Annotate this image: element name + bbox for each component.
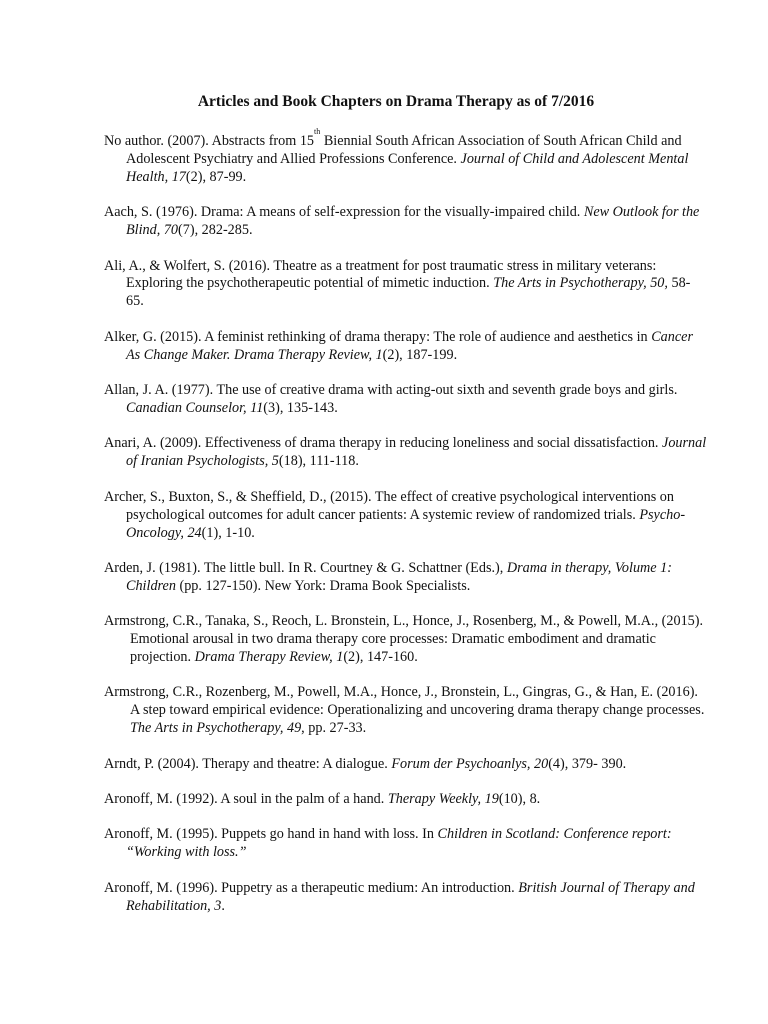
entry-text: Arden, J. (1981). The little bull. In R. Courtney & G. Schattner (Eds.), bbox=[104, 559, 507, 576]
entry-text: Aronoff, M. (1992). A soul in the palm of a hand. bbox=[104, 791, 388, 808]
journal-title: The Arts in Psychotherapy, 49 bbox=[130, 720, 302, 737]
entry-text: Allan, J. A. (1977). The use of creative drama with acting-out sixth and seventh grade boys and girls. bbox=[104, 382, 678, 399]
reference-entry bbox=[104, 684, 708, 738]
reference-entry bbox=[104, 204, 708, 240]
entry-text: Ali, A., & Wolfert, S. (2016). Theatre as a treatment for post traumatic stress in military veterans: Exploring the psychotherapeutic potential of mimetic induction. bbox=[104, 257, 657, 292]
entry-text: (7), 282-285. bbox=[178, 222, 253, 239]
entry-text: Arndt, P. (2004). Therapy and theatre: A dialogue. bbox=[104, 755, 392, 772]
reference-entry bbox=[104, 382, 708, 418]
entry-text: Aronoff, M. (1996). Puppetry as a therapeutic medium: An introduction. bbox=[104, 879, 519, 896]
reference-entry bbox=[104, 489, 708, 543]
journal-title: British Journal of Therapy and Rehabilitation, 3 bbox=[126, 879, 695, 914]
entry-text: . bbox=[221, 897, 225, 914]
entry-text: (3), 135-143. bbox=[263, 399, 338, 416]
entry-text: 58-65. bbox=[126, 275, 691, 310]
entry-text: Biennial South African Association of South African Child and Adolescent Psychiatry and Allied Professions Conference. bbox=[126, 133, 682, 167]
journal-title: Canadian Counselor, 11 bbox=[126, 399, 264, 416]
entry-text: (4), 379- 390. bbox=[548, 755, 627, 772]
entry-text: (2), 87-99. bbox=[185, 168, 247, 185]
journal-title: Psycho-Oncology, 24 bbox=[126, 506, 686, 541]
page-title: Articles and Book Chapters on Drama Therapy as of 7/2016 bbox=[197, 93, 595, 110]
journal-title: New Outlook for the Blind, 70 bbox=[126, 204, 700, 239]
entry-text: Archer, S., Buxton, S., & Sheffield, D., (2015). The effect of creative psychological interventions on psychological outcomes for adult cancer patients: A systemic review of randomized trials. bbox=[104, 488, 674, 523]
entry-text: Armstrong, C.R., Tanaka, S., Reoch, L. Bronstein, L., Honce, J., Rosenberg, M., & Powell, M.A., (2015). Emotional arousal in two drama therapy core processes: Dramatic embodiment and dramatic projection. bbox=[104, 613, 704, 666]
entry-text: (10), 8. bbox=[498, 791, 541, 808]
entry-text: Anari, A. (2009). Effectiveness of drama therapy in reducing loneliness and social dissatisfaction. bbox=[104, 435, 663, 452]
reference-entry bbox=[104, 258, 708, 312]
entry-text: (pp. 127-150). New York: Drama Book Specialists. bbox=[175, 577, 471, 594]
entry-text: Aronoff, M. (1995). Puppets go hand in hand with loss. In bbox=[104, 826, 438, 843]
entry-text: Alker, G. (2015). A feminist rethinking of drama therapy: The role of audience and aesthetics in bbox=[104, 328, 652, 345]
superscript: th bbox=[314, 127, 321, 136]
reference-entry bbox=[104, 127, 708, 187]
reference-entry bbox=[104, 435, 708, 471]
reference-entry bbox=[104, 329, 708, 365]
entry-text: (2), 187-199. bbox=[382, 346, 458, 363]
reference-entry bbox=[104, 756, 708, 774]
reference-entry bbox=[104, 826, 708, 862]
entry-text: (1), 1-10. bbox=[201, 524, 255, 541]
journal-title: Therapy Weekly, 19 bbox=[387, 791, 499, 808]
entry-text: Aach, S. (1976). Drama: A means of self-expression for the visually-impaired child. bbox=[104, 204, 584, 221]
entry-text: Armstrong, C.R., Rozenberg, M., Powell, M.A., Honce, J., Bronstein, L., Gingras, G., & Han, E. (2016). A step toward empirical evidence: Operationalizing and uncovering drama therapy change processes. bbox=[104, 684, 705, 719]
journal-title: Cancer As Change Maker. Drama Therapy Review, 1 bbox=[126, 328, 693, 363]
journal-title: Drama Therapy Review, 1 bbox=[194, 649, 344, 666]
journal-title: Drama in therapy, Volume 1: Children bbox=[126, 559, 672, 594]
journal-title: Journal of Iranian Psychologists, 5 bbox=[126, 435, 707, 470]
entry-text: (2), 147-160. bbox=[343, 649, 418, 666]
journal-title: Forum der Psychoanlys, 20 bbox=[391, 755, 549, 772]
entry-text: (18), 111-118. bbox=[278, 453, 359, 470]
journal-title: The Arts in Psychotherapy, 50, bbox=[493, 275, 668, 292]
reference-entry bbox=[104, 613, 708, 667]
reference-entry bbox=[104, 791, 708, 809]
reference-entry bbox=[104, 880, 708, 916]
journal-title: Journal of Child and Adolescent Mental Health, 17 bbox=[126, 150, 689, 185]
entry-text: , pp. 27-33. bbox=[301, 720, 367, 737]
entry-text: No author. (2007). Abstracts from 15 bbox=[104, 133, 315, 149]
journal-title: Children in Scotland: Conference report: “Working with loss.” bbox=[126, 826, 672, 861]
reference-entry bbox=[104, 560, 708, 596]
